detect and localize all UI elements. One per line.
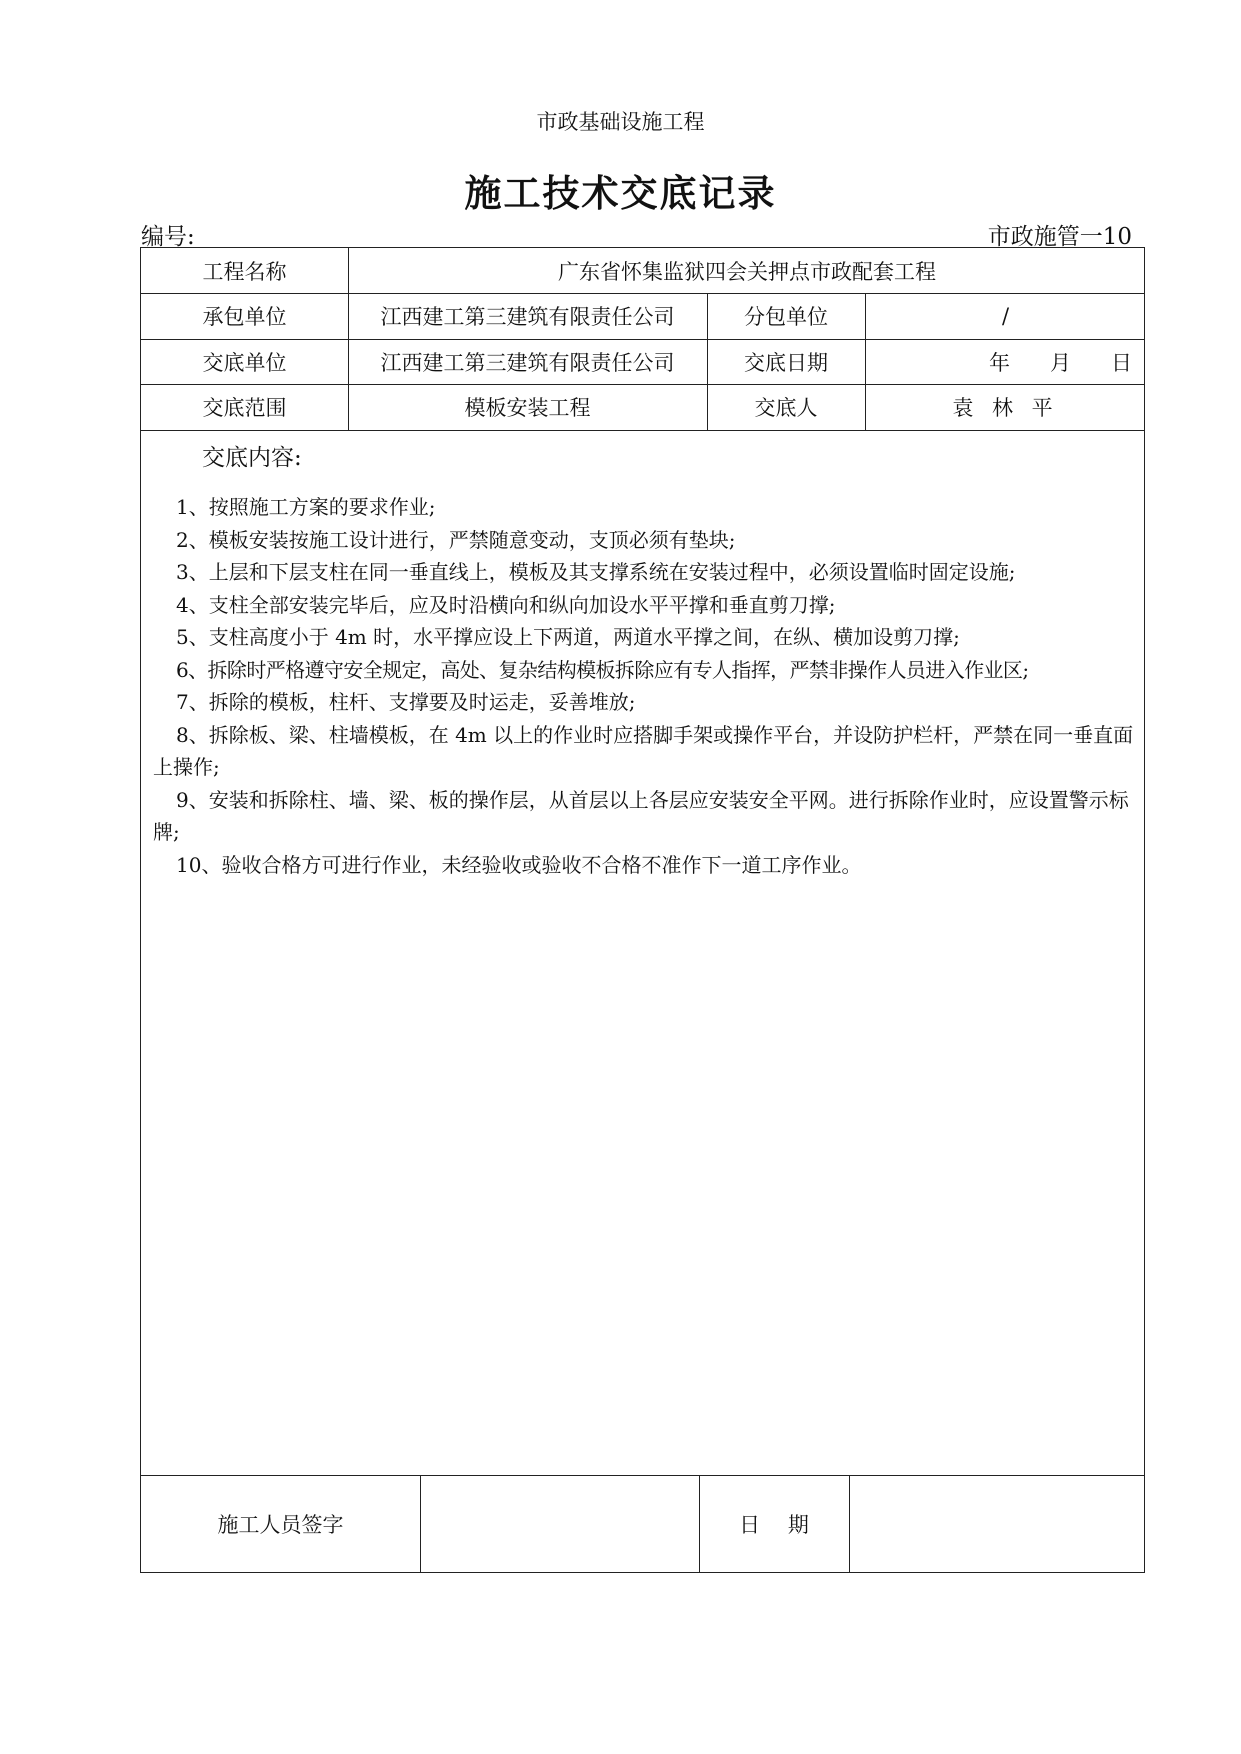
- briefing-date-value: [865, 339, 1146, 384]
- presenter-value: 袁 林 平: [952, 396, 1059, 420]
- signature-label: 施工人员签字: [217, 1513, 344, 1537]
- project-name-value: 广东省怀集监狱四会关押点市政配套工程: [558, 259, 936, 284]
- subcontractor-label: 分包单位: [744, 305, 828, 329]
- subcontractor-value: /: [1001, 304, 1010, 328]
- date-field[interactable]: [849, 1475, 1146, 1573]
- list-item: 4、支柱全部安装完毕后，应及时沿横向和纵向加设水平平撑和垂直剪刀撑;: [176, 592, 836, 617]
- date-year: 年: [989, 350, 1010, 375]
- content-label: 交底内容:: [202, 445, 302, 471]
- list-item: 5、支柱高度小于 4m 时，水平撑应设上下两道，两道水平撑之间，在纵、横加设剪刀撑;: [176, 625, 960, 649]
- list-item: 1、按照施工方案的要求作业;: [176, 495, 436, 519]
- serial-label: 编号:: [141, 224, 195, 250]
- page-title: 施工技术交底记录: [464, 171, 777, 215]
- content-list: [153, 491, 1138, 881]
- briefing-unit-value: 江西建工第三建筑有限责任公司: [380, 350, 675, 375]
- signature-field[interactable]: [420, 1475, 699, 1573]
- scope-label: 交底范围: [202, 396, 287, 420]
- date-day: 日: [1111, 350, 1132, 375]
- date-label: 日 期: [739, 1513, 809, 1537]
- presenter-label: 交底人: [754, 396, 818, 420]
- contractor-label: 承包单位: [202, 305, 287, 329]
- scope-value: 模板安装工程: [464, 396, 591, 420]
- serial-value: 市政施管一10: [987, 224, 1132, 250]
- list-item: 7、拆除的模板，柱杆、支撑要及时运走，妥善堆放;: [176, 690, 636, 714]
- briefing-date-label: 交底日期: [744, 350, 828, 375]
- contractor-value: 江西建工第三建筑有限责任公司: [380, 305, 675, 329]
- briefing-form: [140, 247, 1145, 1573]
- list-item: 9、安装和拆除柱、墙、梁、板的操作层，从首层以上各层应安装安全平网。进行拆除作业时，应设置警示标牌;: [153, 787, 1129, 844]
- list-item: 8、拆除板、梁、柱墙模板，在 4m 以上的作业时应搭脚手架或操作平台，并设防护栏杆，严禁在同一垂直面上操作;: [153, 722, 1134, 779]
- list-item: 6、拆除时严格遵守安全规定，高处、复杂结构模板拆除应有专人指挥，严禁非操作人员进入作业区;: [176, 657, 1029, 682]
- briefing-content: [141, 431, 1144, 1475]
- list-item: 2、模板安装按施工设计进行，严禁随意变动，支顶必须有垫块;: [176, 527, 736, 552]
- date-month: 月: [1050, 350, 1071, 375]
- briefing-unit-label: 交底单位: [202, 350, 287, 375]
- header-subtitle: 市政基础设施工程: [536, 110, 705, 134]
- list-item: 3、上层和下层支柱在同一垂直线上，模板及其支撑系统在安装过程中，必须设置临时固定设施;: [176, 560, 1016, 584]
- project-name-label: 工程名称: [202, 259, 287, 284]
- list-item: 10、验收合格方可进行作业，未经验收或验收不合格不准作下一道工序作业。: [176, 852, 862, 877]
